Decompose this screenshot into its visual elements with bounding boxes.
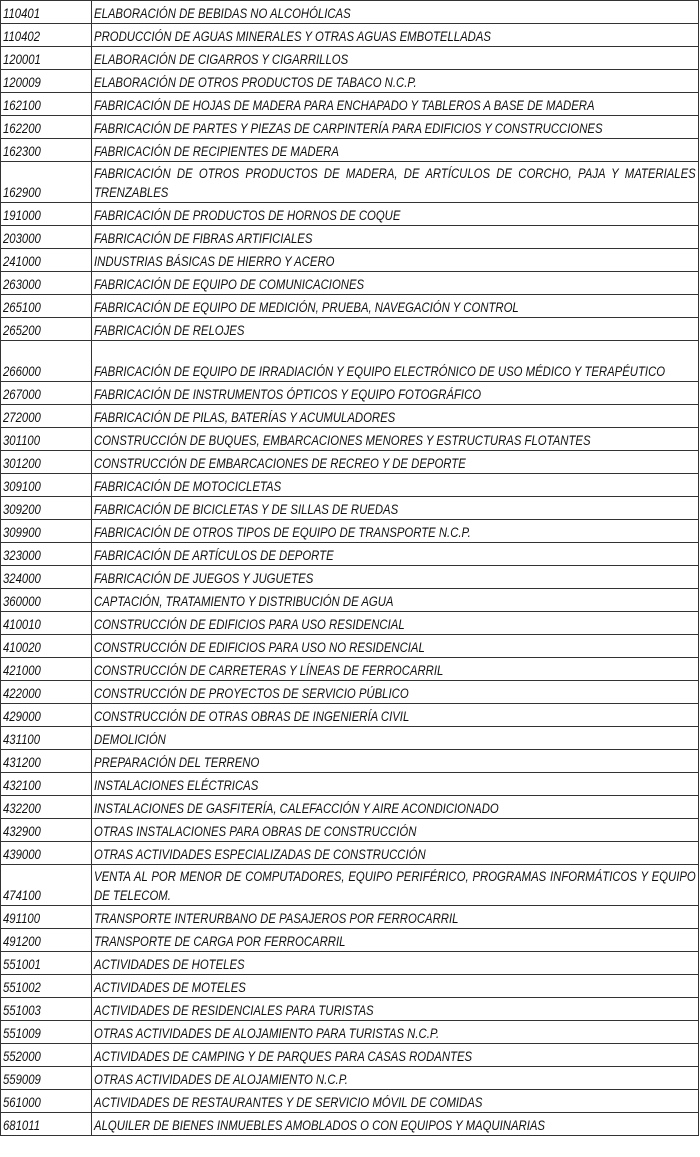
activity-description-cell [92, 497, 699, 520]
activity-code: 301100 [3, 433, 40, 448]
activity-code-cell [1, 750, 92, 773]
activity-code: 551009 [3, 1026, 41, 1041]
activity-description: TRANSPORTE DE CARGA POR FERROCARRIL [94, 934, 346, 949]
activity-description: ACTIVIDADES DE MOTELES [94, 980, 246, 995]
activity-code: 301200 [3, 456, 41, 471]
activity-code-cell [1, 727, 92, 750]
activity-description-cell [92, 773, 699, 796]
table-row [1, 750, 699, 773]
table-body [1, 1, 699, 1136]
activity-description: FABRICACIÓN DE FIBRAS ARTIFICIALES [94, 231, 313, 246]
activity-code: 432200 [3, 801, 41, 816]
activity-description: FABRICACIÓN DE ARTÍCULOS DE DEPORTE [94, 548, 334, 563]
table-row [1, 116, 699, 139]
activity-code-cell [1, 929, 92, 952]
table-row [1, 566, 699, 589]
activity-code-cell [1, 162, 92, 203]
activity-code: 559009 [3, 1072, 41, 1087]
table-row [1, 952, 699, 975]
activity-description: OTRAS ACTIVIDADES DE ALOJAMIENTO N.C.P. [94, 1072, 348, 1087]
activity-description-cell [92, 520, 699, 543]
table-row [1, 658, 699, 681]
activity-code: 422000 [3, 686, 41, 701]
activity-code-cell [1, 612, 92, 635]
activity-description-cell [92, 1044, 699, 1067]
activity-code: 191000 [3, 208, 41, 223]
activity-description-cell [92, 681, 699, 704]
activity-description-cell [92, 203, 699, 226]
activity-code: 552000 [3, 1049, 41, 1064]
activity-code-cell [1, 773, 92, 796]
table-row [1, 497, 699, 520]
activity-description: FABRICACIÓN DE RECIPIENTES DE MADERA [94, 144, 339, 159]
activity-code: 439000 [3, 847, 41, 862]
activity-description: FABRICACIÓN DE BICICLETAS Y DE SILLAS DE RUEDAS [94, 502, 399, 517]
activity-code-cell [1, 658, 92, 681]
activity-description-cell [92, 405, 699, 428]
table-row [1, 543, 699, 566]
activity-code: 432100 [3, 778, 41, 793]
table-row [1, 520, 699, 543]
activity-description: CONSTRUCCIÓN DE EMBARCACIONES DE RECREO Y DE DEPORTE [94, 456, 466, 471]
activity-description-cell [92, 428, 699, 451]
activity-code: 162300 [3, 144, 41, 159]
table-row [1, 1021, 699, 1044]
activity-code: 410010 [3, 617, 41, 632]
activity-code: 309100 [3, 479, 41, 494]
activity-code-cell [1, 952, 92, 975]
table-row [1, 929, 699, 952]
activity-code-cell [1, 451, 92, 474]
table-row [1, 318, 699, 341]
activity-description-cell [92, 226, 699, 249]
activity-description-cell [92, 704, 699, 727]
table-row [1, 704, 699, 727]
activity-description: OTRAS INSTALACIONES PARA OBRAS DE CONSTRUCCIÓN [94, 824, 417, 839]
activity-description: ELABORACIÓN DE OTROS PRODUCTOS DE TABACO N.C.P. [94, 75, 417, 90]
activity-code-cell [1, 635, 92, 658]
activity-description: OTRAS ACTIVIDADES ESPECIALIZADAS DE CONSTRUCCIÓN [94, 847, 426, 862]
activity-description-cell [92, 162, 699, 203]
activity-description-cell [92, 116, 699, 139]
activity-code: 324000 [3, 571, 41, 586]
activity-code-cell [1, 1067, 92, 1090]
activity-code-cell [1, 93, 92, 116]
activity-code: 681011 [3, 1118, 40, 1133]
table-row [1, 24, 699, 47]
activity-description-cell [92, 998, 699, 1021]
table-row [1, 589, 699, 612]
activity-code-cell [1, 975, 92, 998]
activity-description-cell [92, 975, 699, 998]
activity-description: OTRAS ACTIVIDADES DE ALOJAMIENTO PARA TURISTAS N.C.P. [94, 1026, 440, 1041]
activity-code: 120009 [3, 75, 41, 90]
activity-code: 266000 [3, 364, 41, 379]
table-row [1, 1067, 699, 1090]
activity-code-cell [1, 226, 92, 249]
activity-description: VENTA AL POR MENOR DE COMPUTADORES, EQUIPO PERIFÉRICO, PROGRAMAS INFORMÁTICOS Y EQUIPO DE TELECOM. [94, 869, 696, 903]
activity-code-cell [1, 382, 92, 405]
activity-code: 360000 [3, 594, 41, 609]
table-row [1, 474, 699, 497]
activity-description-cell [92, 139, 699, 162]
activity-code-cell [1, 1021, 92, 1044]
activity-code: 265100 [3, 300, 41, 315]
table-row [1, 382, 699, 405]
activity-description: FABRICACIÓN DE HOJAS DE MADERA PARA ENCHAPADO Y TABLEROS A BASE DE MADERA [94, 98, 595, 113]
table-row [1, 819, 699, 842]
table-row [1, 295, 699, 318]
activity-description-cell [92, 1067, 699, 1090]
table-row [1, 139, 699, 162]
table-row [1, 341, 699, 382]
activity-code: 272000 [3, 410, 41, 425]
activity-code: 267000 [3, 387, 41, 402]
activity-code-cell [1, 70, 92, 93]
table-row [1, 635, 699, 658]
table-row [1, 906, 699, 929]
table-row [1, 842, 699, 865]
table-row [1, 70, 699, 93]
activity-code-cell [1, 341, 92, 382]
activity-description: PREPARACIÓN DEL TERRENO [94, 755, 260, 770]
table-row [1, 975, 699, 998]
activity-code-cell [1, 428, 92, 451]
activity-description-cell [92, 952, 699, 975]
activity-description-cell [92, 70, 699, 93]
activity-description-cell [92, 382, 699, 405]
activity-code: 421000 [3, 663, 41, 678]
activity-code: 120001 [3, 52, 41, 67]
activity-code: 265200 [3, 323, 41, 338]
table-row [1, 47, 699, 70]
activity-description: ACTIVIDADES DE RESTAURANTES Y DE SERVICIO MÓVIL DE COMIDAS [94, 1095, 483, 1110]
activity-code-cell [1, 318, 92, 341]
activity-code-cell [1, 998, 92, 1021]
activity-code-cell [1, 272, 92, 295]
activity-description-cell [92, 1, 699, 24]
activity-code: 323000 [3, 548, 41, 563]
activity-description-cell [92, 635, 699, 658]
activity-description: CONSTRUCCIÓN DE EDIFICIOS PARA USO RESIDENCIAL [94, 617, 405, 632]
activity-code: 491100 [3, 911, 40, 926]
activity-description-cell [92, 451, 699, 474]
activity-code: 474100 [3, 888, 41, 903]
activity-code-cell [1, 497, 92, 520]
activity-code-cell [1, 1, 92, 24]
activity-code-cell [1, 566, 92, 589]
activity-code: 241000 [3, 254, 41, 269]
activity-code: 431100 [3, 732, 40, 747]
activity-description: FABRICACIÓN DE PILAS, BATERÍAS Y ACUMULADORES [94, 410, 396, 425]
activity-description-cell [92, 842, 699, 865]
activity-code-cell [1, 819, 92, 842]
table-row [1, 93, 699, 116]
table-row [1, 727, 699, 750]
activity-code: 110402 [3, 29, 40, 44]
activity-description-cell [92, 543, 699, 566]
activity-code-cell [1, 47, 92, 70]
table-row [1, 203, 699, 226]
activity-description: CONSTRUCCIÓN DE BUQUES, EMBARCACIONES MENORES Y ESTRUCTURAS FLOTANTES [94, 433, 591, 448]
table-row [1, 162, 699, 203]
activity-code: 110401 [3, 6, 40, 21]
activity-description-cell [92, 1021, 699, 1044]
activity-description: ELABORACIÓN DE BEBIDAS NO ALCOHÓLICAS [94, 6, 351, 21]
activity-description-cell [92, 474, 699, 497]
activity-code-cell [1, 589, 92, 612]
activity-code: 551002 [3, 980, 41, 995]
activity-description-cell [92, 819, 699, 842]
activity-description-cell [92, 47, 699, 70]
activity-code-cell [1, 865, 92, 906]
table-row [1, 249, 699, 272]
activity-description: ALQUILER DE BIENES INMUEBLES AMOBLADOS O CON EQUIPOS Y MAQUINARIAS [94, 1118, 545, 1133]
activity-description: FABRICACIÓN DE PARTES Y PIEZAS DE CARPINTERÍA PARA EDIFICIOS Y CONSTRUCCIONES [94, 121, 603, 136]
activity-description: FABRICACIÓN DE OTROS TIPOS DE EQUIPO DE TRANSPORTE N.C.P. [94, 525, 471, 540]
activity-description-cell [92, 612, 699, 635]
activity-code-cell [1, 1090, 92, 1113]
activity-code-cell [1, 520, 92, 543]
activity-description: FABRICACIÓN DE JUEGOS Y JUGUETES [94, 571, 314, 586]
table-row [1, 796, 699, 819]
activity-code: 551003 [3, 1003, 41, 1018]
activity-description: ACTIVIDADES DE HOTELES [94, 957, 245, 972]
activity-description: DEMOLICIÓN [94, 732, 166, 747]
activity-description-cell [92, 93, 699, 116]
activity-description-cell [92, 796, 699, 819]
activity-code: 309900 [3, 525, 41, 540]
table-row [1, 428, 699, 451]
activity-code: 551001 [3, 957, 41, 972]
activity-code: 432900 [3, 824, 41, 839]
table-row [1, 681, 699, 704]
activity-code-cell [1, 796, 92, 819]
activity-description-cell [92, 750, 699, 773]
activity-description: INSTALACIONES ELÉCTRICAS [94, 778, 259, 793]
activity-code-cell [1, 906, 92, 929]
table-row [1, 998, 699, 1021]
activity-code: 491200 [3, 934, 41, 949]
activity-description: ACTIVIDADES DE CAMPING Y DE PARQUES PARA CASAS RODANTES [94, 1049, 473, 1064]
activity-code: 410020 [3, 640, 41, 655]
activity-description: PRODUCCIÓN DE AGUAS MINERALES Y OTRAS AGUAS EMBOTELLADAS [94, 29, 492, 44]
activity-description: FABRICACIÓN DE PRODUCTOS DE HORNOS DE COQUE [94, 208, 401, 223]
activity-code-cell [1, 704, 92, 727]
table-row [1, 612, 699, 635]
activity-description: FABRICACIÓN DE MOTOCICLETAS [94, 479, 282, 494]
activity-code-cell [1, 203, 92, 226]
activity-code: 309200 [3, 502, 41, 517]
activity-description-cell [92, 1090, 699, 1113]
activity-code-cell [1, 405, 92, 428]
activity-description: FABRICACIÓN DE RELOJES [94, 323, 245, 338]
table-row [1, 272, 699, 295]
activity-code-cell [1, 1113, 92, 1136]
activity-description: INSTALACIONES DE GASFITERÍA, CALEFACCIÓN Y AIRE ACONDICIONADO [94, 801, 499, 816]
activity-code-cell [1, 474, 92, 497]
table-row [1, 1090, 699, 1113]
activity-description-cell [92, 249, 699, 272]
activity-code: 203000 [3, 231, 41, 246]
activity-code: 162900 [3, 185, 41, 200]
activity-description: INDUSTRIAS BÁSICAS DE HIERRO Y ACERO [94, 254, 335, 269]
activity-description: CAPTACIÓN, TRATAMIENTO Y DISTRIBUCIÓN DE AGUA [94, 594, 394, 609]
activity-code: 162100 [3, 98, 41, 113]
table-row [1, 1113, 699, 1136]
table-row [1, 1, 699, 24]
activity-code: 561000 [3, 1095, 41, 1110]
activity-description: ACTIVIDADES DE RESIDENCIALES PARA TURISTAS [94, 1003, 374, 1018]
activity-code: 429000 [3, 709, 41, 724]
activity-code-cell [1, 139, 92, 162]
activity-description-cell [92, 589, 699, 612]
activity-description: TRANSPORTE INTERURBANO DE PASAJEROS POR FERROCARRIL [94, 911, 459, 926]
table-row [1, 1044, 699, 1067]
activity-description: FABRICACIÓN DE OTROS PRODUCTOS DE MADERA, DE ARTÍCULOS DE CORCHO, PAJA Y MATERIALES TRENZABLES [94, 166, 696, 200]
activity-code: 162200 [3, 121, 41, 136]
activity-code-cell [1, 842, 92, 865]
activity-description-cell [92, 295, 699, 318]
activity-description-cell [92, 1113, 699, 1136]
activity-description-cell [92, 24, 699, 47]
activity-description: CONSTRUCCIÓN DE EDIFICIOS PARA USO NO RESIDENCIAL [94, 640, 425, 655]
activity-description-cell [92, 341, 699, 382]
activity-description-cell [92, 865, 699, 906]
activity-code-cell [1, 1044, 92, 1067]
table-row [1, 773, 699, 796]
activity-description-cell [92, 566, 699, 589]
table-row [1, 226, 699, 249]
activity-description: FABRICACIÓN DE INSTRUMENTOS ÓPTICOS Y EQUIPO FOTOGRÁFICO [94, 387, 482, 402]
activity-code-cell [1, 24, 92, 47]
activity-code-cell [1, 249, 92, 272]
activity-code-cell [1, 543, 92, 566]
activity-code-cell [1, 295, 92, 318]
activity-description: FABRICACIÓN DE EQUIPO DE COMUNICACIONES [94, 277, 365, 292]
table-row [1, 451, 699, 474]
activity-description: CONSTRUCCIÓN DE CARRETERAS Y LÍNEAS DE FERROCARRIL [94, 663, 444, 678]
activity-description: ELABORACIÓN DE CIGARROS Y CIGARRILLOS [94, 52, 349, 67]
activity-code: 431200 [3, 755, 41, 770]
activity-description: FABRICACIÓN DE EQUIPO DE MEDICIÓN, PRUEBA, NAVEGACIÓN Y CONTROL [94, 300, 519, 315]
activity-description-cell [92, 727, 699, 750]
activity-code-cell [1, 116, 92, 139]
table-row [1, 405, 699, 428]
activity-code: 263000 [3, 277, 41, 292]
activity-description-cell [92, 929, 699, 952]
activity-description-cell [92, 906, 699, 929]
activity-description: CONSTRUCCIÓN DE OTRAS OBRAS DE INGENIERÍA CIVIL [94, 709, 410, 724]
activity-description-cell [92, 658, 699, 681]
activity-description-cell [92, 318, 699, 341]
activity-description: FABRICACIÓN DE EQUIPO DE IRRADIACIÓN Y EQUIPO ELECTRÓNICO DE USO MÉDICO Y TERAPÉUTICO [94, 364, 666, 379]
activity-code-cell [1, 681, 92, 704]
activity-description: CONSTRUCCIÓN DE PROYECTOS DE SERVICIO PÚBLICO [94, 686, 409, 701]
activity-description-cell [92, 272, 699, 295]
table-row [1, 865, 699, 906]
